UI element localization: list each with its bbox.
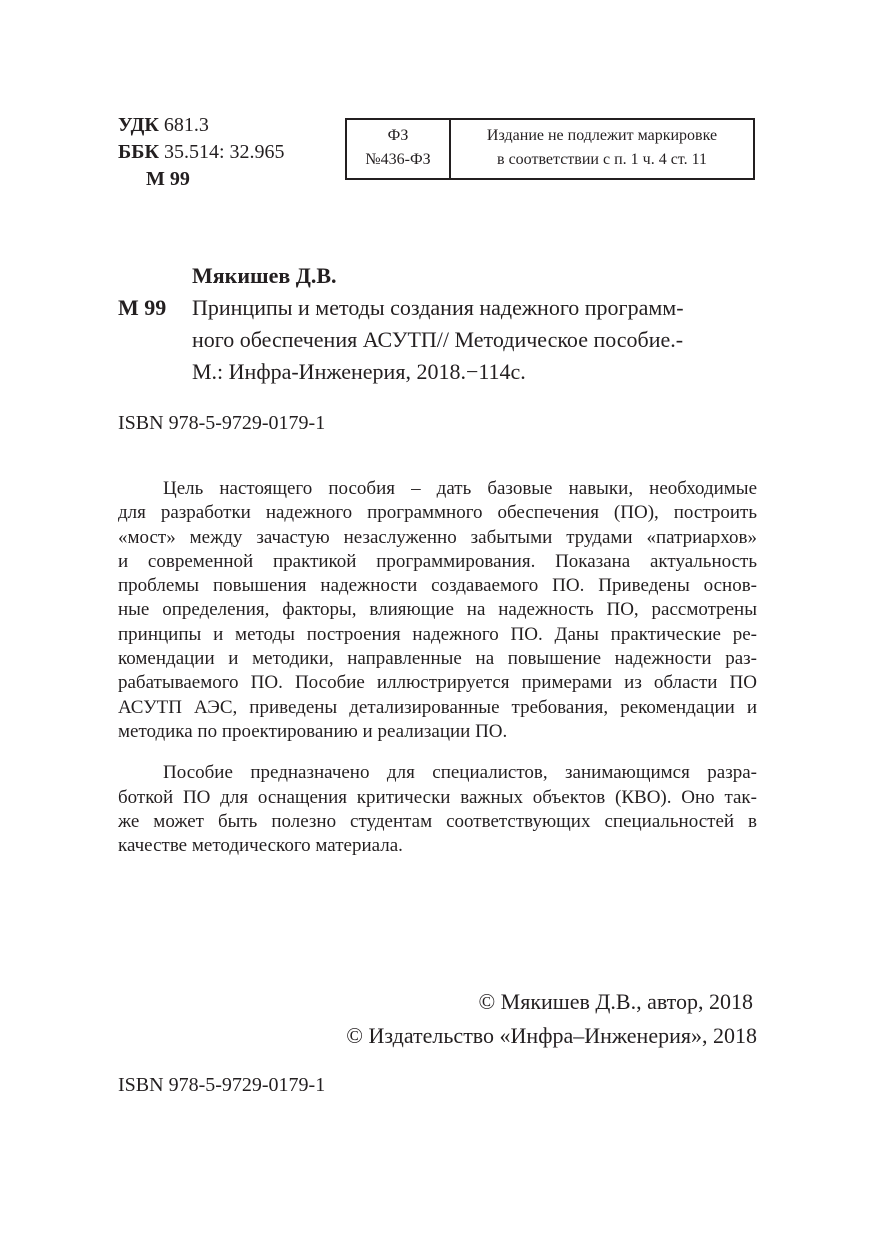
abstract-line: рабатываемого ПО. Пособие иллюстрируется примерами из области ПО (118, 672, 757, 694)
record-body (192, 292, 684, 388)
abstract-line: для разработки надежного программного обеспечения (ПО), построить (118, 502, 757, 524)
law-line-2: №436-ФЗ (365, 151, 431, 168)
abstract-line: принципы и методы построения надежного ПО. Даны практические ре- (118, 623, 757, 645)
udk-value: 681.3 (163, 114, 209, 136)
record-code: М 99 (118, 295, 167, 320)
copyright-publisher: © Издательство «Инфра–Инженерия», 2018 (346, 1023, 757, 1048)
udk-row (118, 112, 285, 139)
abstract-line: методика по проектированию и реализации ПО. (118, 720, 508, 742)
law-cell (347, 120, 451, 178)
record-author: Мякишев Д.В. (192, 263, 337, 288)
marking-stamp (345, 118, 755, 180)
bbk-label: ББК (118, 141, 159, 163)
abstract-line: Пособие предназначено для специалистов, занимающимся разра- (163, 762, 757, 784)
udk-label: УДК (118, 114, 159, 136)
record-entry (118, 292, 778, 388)
isbn-bottom: ISBN 978-5-9729-0179-1 (118, 1074, 326, 1096)
record-line: М.: Инфра-Инженерия, 2018.−114с. (192, 359, 526, 384)
abstract-line: АСУТП АЭС, приведены детализированные требования, рекомендации и (118, 696, 757, 718)
abstract-paragraph-2 (118, 761, 757, 858)
abstract-line: качестве методического материала. (118, 835, 403, 857)
abstract-line: же может быть полезно студентам соответствующих специальностей в (118, 810, 757, 832)
copyright-block (346, 985, 757, 1053)
abstract-line: ные определения, факторы, влияющие на надежность ПО, рассмотрены (118, 599, 757, 621)
copyright-author: © Мякишев Д.В., автор, 2018 (478, 989, 753, 1014)
bbk-value: 35.514: 32.965 (163, 141, 285, 163)
law-line-1: ФЗ (387, 127, 409, 144)
notice-line-1: Издание не подлежит маркировке (486, 127, 718, 144)
abstract (118, 477, 757, 858)
bibliographic-record (118, 260, 778, 388)
abstract-line: боткой ПО для оснащения критически важных объектов (КВО). Оно так- (118, 786, 757, 808)
author-mark: М 99 (146, 168, 190, 190)
record-line: Принципы и методы создания надежного программ- (192, 295, 684, 320)
bbk-row (118, 139, 285, 166)
abstract-line: проблемы повышения надежности создаваемого ПО. Приведены основ- (118, 575, 757, 597)
abstract-line: «мост» между зачастую незаслуженно забытыми трудами «патриархов» (118, 526, 757, 548)
isbn-top: ISBN 978-5-9729-0179-1 (118, 412, 326, 434)
notice-line-2: в соответствии с п. 1 ч. 4 ст. 11 (497, 151, 707, 168)
abstract-paragraph-1 (118, 477, 757, 744)
classification-block (118, 112, 285, 193)
abstract-line: и современной практикой программирования. Показана актуальность (118, 550, 757, 572)
abstract-line: Цель настоящего пособия – дать базовые навыки, необходимые (163, 478, 757, 499)
notice-cell (451, 120, 753, 178)
abstract-line: комендации и методики, направленные на повышение надежности раз- (118, 648, 757, 670)
record-line: ного обеспечения АСУТП// Методическое пособие.- (192, 327, 684, 352)
